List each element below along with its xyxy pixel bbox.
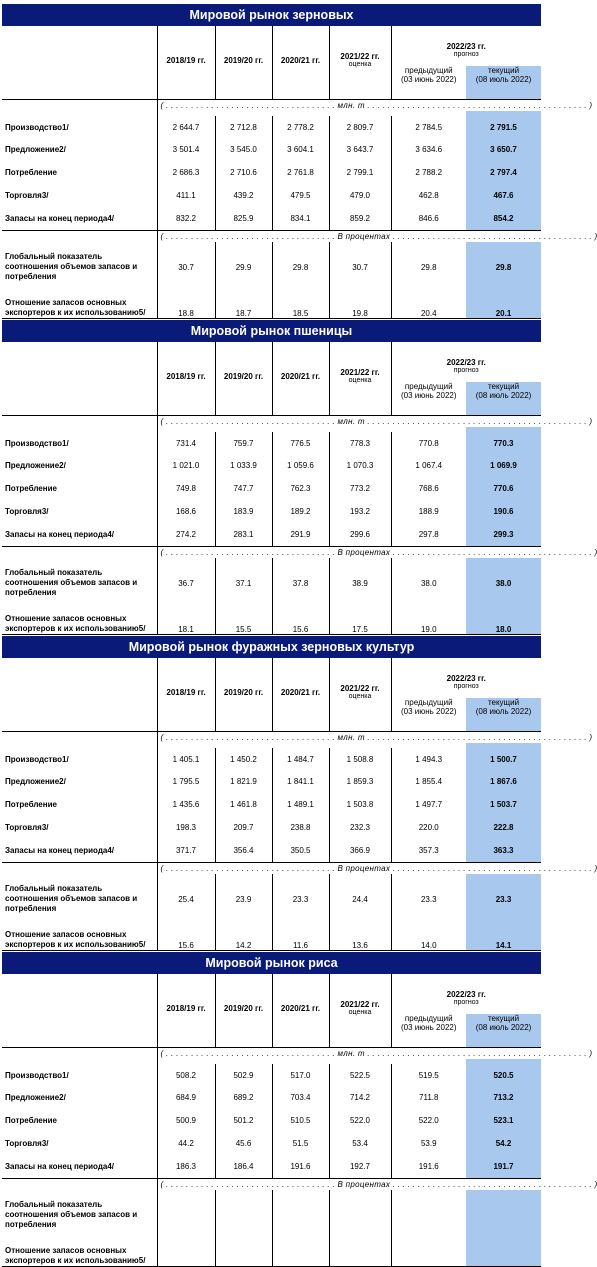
data-row-ratio-global [2,562,541,604]
value-cell: 1 059.6 [272,454,329,477]
value-cell: 18.0 [466,604,541,634]
value-cell: 773.2 [329,477,391,500]
value-cell: 1 069.9 [466,454,541,477]
value-cell: 1 855.4 [391,770,466,793]
data-row-ratio-exporters [2,920,541,950]
year-header: 2020/21 гг. [272,974,329,1035]
value-cell: 29.8 [272,246,329,288]
value-cell: 18.1 [157,604,215,634]
value-cell: 30.7 [157,246,215,288]
value-cell: 854.2 [466,207,541,230]
year-header: 2018/19 гг. [157,26,215,87]
year-header: 2020/21 гг. [272,26,329,87]
row-label: Глобальный показатель соотношения объемов запасов и потребления [5,252,138,281]
value-cell [329,1236,391,1266]
unit-mln-row: ( . . . . . . . . . . . . . . . . . . . . . . . . . . . . . . . . . . млн. т . . . . . . . . . . . . . . . . . . . . . . . . . . . . . . . . . . . . . . . . . . . . ) [157,731,541,743]
value-cell: 17.5 [329,604,391,634]
value-cell: 2 710.6 [215,161,272,184]
value-cell: 1 841.1 [272,770,329,793]
row-label: Запасы на конец периода4/ [5,845,115,855]
value-cell: 222.8 [466,816,541,839]
value-cell: 283.1 [215,523,272,546]
value-cell: 168.6 [157,500,215,523]
value-cell: 2 788.2 [391,161,466,184]
value-cell: 189.2 [272,500,329,523]
value-cell: 834.1 [272,207,329,230]
value-cell: 711.8 [391,1086,466,1109]
row-label: Производство1/ [5,1070,69,1080]
value-cell: 363.3 [466,839,541,862]
row-label: Запасы на конец периода4/ [5,1161,115,1171]
row-label: Отношение запасов основных экспортеров к их использованию5/ [5,1245,146,1265]
value-cell: 23.3 [391,878,466,920]
value-cell: 54.2 [466,1132,541,1155]
market-table [2,342,597,635]
market-table [2,658,597,951]
year-header: 2021/22 гг. оценка [329,342,391,403]
year-header: 2019/20 гг. [215,658,272,719]
value-cell: 2 784.5 [391,116,466,138]
value-cell: 14.1 [466,920,541,950]
value-cell: 15.5 [215,604,272,634]
market-table [2,26,597,319]
data-row-ratio-exporters [2,288,541,318]
data-row-consumption [2,477,541,500]
value-cell: 357.3 [391,839,466,862]
data-row-production [2,748,541,770]
value-cell: 522.0 [329,1109,391,1132]
current-forecast-header: текущий (08 июль 2022) [466,382,541,403]
value-cell: 38.9 [329,562,391,604]
unit-mln-row: ( . . . . . . . . . . . . . . . . . . . . . . . . . . . . . . . . . . млн. т . . . . . . . . . . . . . . . . . . . . . . . . . . . . . . . . . . . . . . . . . . . . ) [157,1047,541,1059]
value-cell: 522.0 [391,1109,466,1132]
value-cell: 759.7 [215,432,272,454]
value-cell: 53.9 [391,1132,466,1155]
data-row-ratio-global [2,878,541,920]
value-cell: 825.9 [215,207,272,230]
value-cell: 23.9 [215,878,272,920]
value-cell: 3 501.4 [157,138,215,161]
year-header: 2018/19 гг. [157,974,215,1035]
value-cell: 30.7 [329,246,391,288]
unit-pct-row: ( . . . . . . . . . . . . . . . . . . . . . . . . . . . . . . . . . . В процентах . . . . . . . . . . . . . . . . . . . . . . . . . . . . . . . . . . . . . . . . ) [157,230,541,242]
value-cell: 38.0 [466,562,541,604]
unit-mln-row: ( . . . . . . . . . . . . . . . . . . . . . . . . . . . . . . . . . . млн. т . . . . . . . . . . . . . . . . . . . . . . . . . . . . . . . . . . . . . . . . . . . . ) [157,415,541,427]
value-cell: 3 650.7 [466,138,541,161]
row-label: Производство1/ [5,122,69,132]
row-label: Глобальный показатель соотношения объемов запасов и потребления [5,1200,138,1229]
previous-forecast-header: предыдущий (03 июнь 2022) [391,698,466,719]
year-header: 2018/19 гг. [157,342,215,403]
row-label: Потребление [5,800,57,809]
value-cell [215,1236,272,1266]
unit-mln-row: ( . . . . . . . . . . . . . . . . . . . . . . . . . . . . . . . . . . млн. т . . . . . . . . . . . . . . . . . . . . . . . . . . . . . . . . . . . . . . . . . . . . ) [157,99,541,111]
value-cell: 500.9 [157,1109,215,1132]
value-cell: 714.2 [329,1086,391,1109]
row-label: Производство1/ [5,754,69,764]
projection-header: 2022/23 гг. прогноз [391,974,541,1014]
value-cell: 462.8 [391,184,466,207]
estimate-note: оценка [348,61,372,68]
year-header: 2021/22 гг. оценка [329,974,391,1035]
row-label: Запасы на конец периода4/ [5,213,115,223]
value-cell: 1 405.1 [157,748,215,770]
value-cell: 14.0 [391,920,466,950]
value-cell: 1 461.8 [215,793,272,816]
value-cell: 191.7 [466,1155,541,1178]
value-cell: 508.2 [157,1064,215,1086]
row-label: Предложение2/ [5,461,66,470]
value-cell: 1 795.5 [157,770,215,793]
value-cell: 192.7 [329,1155,391,1178]
value-cell: 13.6 [329,920,391,950]
value-cell: 1 435.6 [157,793,215,816]
previous-forecast-header: предыдущий (03 июнь 2022) [391,382,466,403]
value-cell: 479.0 [329,184,391,207]
value-cell: 37.1 [215,562,272,604]
data-row-trade [2,184,541,207]
header-blank [2,26,157,66]
data-row-production [2,432,541,454]
value-cell: 2 778.2 [272,116,329,138]
value-cell: 1 500.7 [466,748,541,770]
value-cell [215,1194,272,1236]
value-cell: 44.2 [157,1132,215,1155]
value-cell: 1 021.0 [157,454,215,477]
value-cell [157,1236,215,1266]
value-cell: 1 450.2 [215,748,272,770]
row-label: Потребление [5,168,57,177]
value-cell: 859.2 [329,207,391,230]
value-cell: 198.3 [157,816,215,839]
section-title: Мировой рынок пшеницы [2,320,541,342]
data-row-consumption [2,1109,541,1132]
value-cell: 510.5 [272,1109,329,1132]
value-cell: 1 821.9 [215,770,272,793]
value-cell: 832.2 [157,207,215,230]
value-cell: 209.7 [215,816,272,839]
unit-pct-row: ( . . . . . . . . . . . . . . . . . . . . . . . . . . . . . . . . . . В процентах . . . . . . . . . . . . . . . . . . . . . . . . . . . . . . . . . . . . . . . . ) [157,1178,541,1190]
value-cell: 23.3 [272,878,329,920]
value-cell: 18.7 [215,288,272,318]
value-cell: 186.4 [215,1155,272,1178]
value-cell: 371.7 [157,839,215,862]
value-cell: 2 799.1 [329,161,391,184]
value-cell: 2 791.5 [466,116,541,138]
previous-forecast-header: предыдущий (03 июнь 2022) [391,66,466,87]
row-label: Потребление [5,1116,57,1125]
value-cell [272,1194,329,1236]
value-cell: 439.2 [215,184,272,207]
current-forecast-header: текущий (08 июль 2022) [466,698,541,719]
projection-header: 2022/23 гг. прогноз [391,342,541,382]
market-table [2,974,597,1267]
value-cell: 18.8 [157,288,215,318]
value-cell: 1 070.3 [329,454,391,477]
value-cell: 411.1 [157,184,215,207]
value-cell: 2 644.7 [157,116,215,138]
value-cell: 1 489.1 [272,793,329,816]
header-blank [2,974,157,1014]
section-title: Мировой рынок фуражных зерновых культур [2,636,541,658]
row-label: Глобальный показатель соотношения объемов запасов и потребления [5,568,138,597]
section-title: Мировой рынок риса [2,952,541,974]
value-cell: 519.5 [391,1064,466,1086]
value-cell: 25.4 [157,878,215,920]
row-label: Предложение2/ [5,777,66,786]
year-header: 2021/22 гг. оценка [329,658,391,719]
value-cell: 778.3 [329,432,391,454]
value-cell: 2 686.3 [157,161,215,184]
value-cell: 1 033.9 [215,454,272,477]
value-cell: 479.5 [272,184,329,207]
value-cell: 220.0 [391,816,466,839]
value-cell: 689.2 [215,1086,272,1109]
value-cell: 747.7 [215,477,272,500]
value-cell: 3 604.1 [272,138,329,161]
value-cell: 762.3 [272,477,329,500]
value-cell: 24.4 [329,878,391,920]
year-header: 2020/21 гг. [272,342,329,403]
value-cell: 713.2 [466,1086,541,1109]
data-row-supply [2,770,541,793]
data-row-ratio-global [2,246,541,288]
value-cell: 1 503.7 [466,793,541,816]
value-cell: 3 545.0 [215,138,272,161]
value-cell: 188.9 [391,500,466,523]
value-cell: 186.3 [157,1155,215,1178]
value-cell: 37.8 [272,562,329,604]
value-cell: 749.8 [157,477,215,500]
value-cell: 1 484.7 [272,748,329,770]
value-cell: 1 859.3 [329,770,391,793]
row-label: Торговля3/ [5,823,49,832]
value-cell: 1 508.8 [329,748,391,770]
row-label: Торговля3/ [5,1139,49,1148]
data-row-supply [2,454,541,477]
previous-forecast-header: предыдущий (03 июнь 2022) [391,1014,466,1035]
value-cell: 38.0 [391,562,466,604]
value-cell: 517.0 [272,1064,329,1086]
data-row-ratio-global [2,1194,541,1236]
value-cell: 15.6 [272,604,329,634]
year-header: 2020/21 гг. [272,658,329,719]
data-row-consumption [2,161,541,184]
value-cell: 467.6 [466,184,541,207]
value-cell: 297.8 [391,523,466,546]
data-row-production [2,116,541,138]
value-cell: 684.9 [157,1086,215,1109]
data-row-ratio-exporters [2,604,541,634]
value-cell: 238.8 [272,816,329,839]
value-cell: 20.4 [391,288,466,318]
row-label: Отношение запасов основных экспортеров к их использованию5/ [5,613,146,633]
value-cell: 193.2 [329,500,391,523]
year-header: 2019/20 гг. [215,974,272,1035]
row-label: Отношение запасов основных экспортеров к их использованию5/ [5,929,146,949]
value-cell: 53.4 [329,1132,391,1155]
value-cell: 183.9 [215,500,272,523]
value-cell: 502.9 [215,1064,272,1086]
projection-header: 2022/23 гг. прогноз [391,26,541,66]
value-cell: 770.8 [391,432,466,454]
value-cell: 520.5 [466,1064,541,1086]
value-cell: 18.5 [272,288,329,318]
data-row-trade [2,500,541,523]
row-label: Потребление [5,484,57,493]
value-cell: 768.6 [391,477,466,500]
value-cell: 274.2 [157,523,215,546]
value-cell: 36.7 [157,562,215,604]
value-cell: 776.5 [272,432,329,454]
value-cell: 1 067.4 [391,454,466,477]
data-row-trade [2,1132,541,1155]
row-label: Предложение2/ [5,1093,66,1102]
value-cell: 350.5 [272,839,329,862]
data-row-supply [2,138,541,161]
value-cell: 356.4 [215,839,272,862]
value-cell: 1 494.3 [391,748,466,770]
year-header: 2019/20 гг. [215,342,272,403]
data-row-stocks [2,523,541,546]
data-row-stocks [2,839,541,862]
value-cell: 770.6 [466,477,541,500]
value-cell: 29.8 [391,246,466,288]
value-cell: 232.3 [329,816,391,839]
value-cell: 2 797.4 [466,161,541,184]
value-cell: 190.6 [466,500,541,523]
header-blank [2,342,157,382]
current-forecast-header: текущий (08 июль 2022) [466,1014,541,1035]
value-cell [391,1194,466,1236]
value-cell: 1 497.7 [391,793,466,816]
value-cell: 23.3 [466,878,541,920]
value-cell: 14.2 [215,920,272,950]
row-label: Торговля3/ [5,191,49,200]
value-cell: 523.1 [466,1109,541,1132]
estimate-note: оценка [348,377,372,384]
row-label: Производство1/ [5,438,69,448]
row-label: Запасы на конец периода4/ [5,529,115,539]
value-cell: 191.6 [391,1155,466,1178]
value-cell [466,1194,541,1236]
data-row-production [2,1064,541,1086]
row-label: Предложение2/ [5,145,66,154]
year-header: 2019/20 гг. [215,26,272,87]
value-cell: 51.5 [272,1132,329,1155]
value-cell: 291.9 [272,523,329,546]
value-cell: 15.6 [157,920,215,950]
value-cell: 501.2 [215,1109,272,1132]
value-cell: 45.6 [215,1132,272,1155]
year-header: 2018/19 гг. [157,658,215,719]
unit-pct-row: ( . . . . . . . . . . . . . . . . . . . . . . . . . . . . . . . . . . В процентах . . . . . . . . . . . . . . . . . . . . . . . . . . . . . . . . . . . . . . . . ) [157,862,541,874]
value-cell: 20.1 [466,288,541,318]
value-cell: 366.9 [329,839,391,862]
data-row-trade [2,816,541,839]
value-cell: 3 643.7 [329,138,391,161]
value-cell [272,1236,329,1266]
value-cell: 2 761.8 [272,161,329,184]
row-label: Отношение запасов основных экспортеров к их использованию5/ [5,297,146,317]
value-cell: 3 634.6 [391,138,466,161]
value-cell: 731.4 [157,432,215,454]
value-cell: 191.6 [272,1155,329,1178]
value-cell: 703.4 [272,1086,329,1109]
data-row-ratio-exporters [2,1236,541,1266]
data-row-stocks [2,1155,541,1178]
value-cell: 2 809.7 [329,116,391,138]
value-cell: 522.5 [329,1064,391,1086]
value-cell: 11.6 [272,920,329,950]
data-row-supply [2,1086,541,1109]
value-cell [466,1236,541,1266]
value-cell: 19.8 [329,288,391,318]
row-label: Торговля3/ [5,507,49,516]
value-cell: 1 867.6 [466,770,541,793]
current-forecast-header: текущий (08 июль 2022) [466,66,541,87]
value-cell: 29.9 [215,246,272,288]
header-blank [2,658,157,698]
value-cell: 299.6 [329,523,391,546]
value-cell: 29.8 [466,246,541,288]
year-header: 2021/22 гг. оценка [329,26,391,87]
section-title: Мировой рынок зерновых [2,4,541,26]
value-cell: 846.6 [391,207,466,230]
value-cell [391,1236,466,1266]
value-cell [329,1194,391,1236]
value-cell: 770.3 [466,432,541,454]
projection-header: 2022/23 гг. прогноз [391,658,541,698]
estimate-note: оценка [348,693,372,700]
value-cell: 19.0 [391,604,466,634]
unit-pct-row: ( . . . . . . . . . . . . . . . . . . . . . . . . . . . . . . . . . . В процентах . . . . . . . . . . . . . . . . . . . . . . . . . . . . . . . . . . . . . . . . ) [157,546,541,558]
value-cell: 299.3 [466,523,541,546]
row-label: Глобальный показатель соотношения объемов запасов и потребления [5,884,138,913]
value-cell [157,1194,215,1236]
data-row-stocks [2,207,541,230]
estimate-note: оценка [348,1009,372,1016]
value-cell: 2 712.8 [215,116,272,138]
value-cell: 1 503.8 [329,793,391,816]
data-row-consumption [2,793,541,816]
